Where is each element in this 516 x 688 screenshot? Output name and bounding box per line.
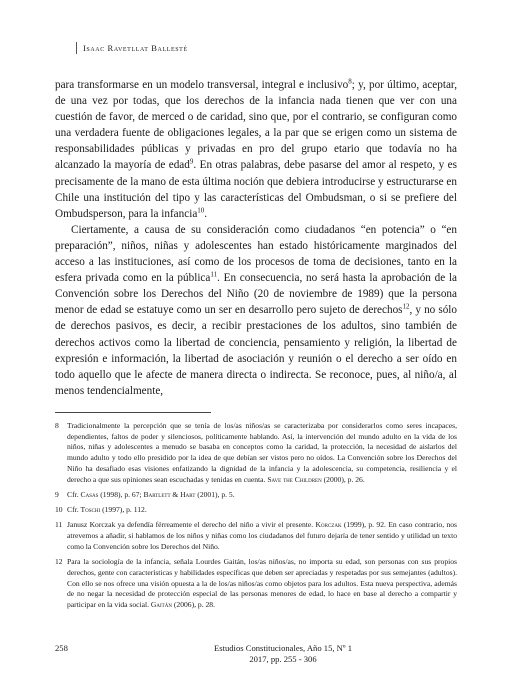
footnote-ref-9[interactable]: 9 — [189, 157, 194, 166]
footnote-text: Para la sociología de la infancia, señala Lourdes Gaitán, los/as niños/as, no importa su edad, son personas con sus propios derechos, gente con características y habilidades específicas que deben ser apreciadas y respetadas por sus semejantes (adultos). Con ello se nos ofrece una visión opuesta a la de los/as niños/as como objetos para los adultos. Esta nueva perspectiva, además de no negar la necesidad de protección especial de las personas menores de edad, lo hace en base al derecho a compartir y participar en la vida social. — [67, 557, 457, 609]
footnote-10 — [55, 505, 457, 516]
footnote-number: 12 — [55, 557, 63, 567]
running-header — [76, 42, 188, 54]
footnotes — [55, 421, 457, 615]
footnote-number: 9 — [55, 489, 59, 499]
citation-mid: (1998), p. 67; — [98, 489, 144, 499]
body-text — [55, 77, 457, 399]
citation-tail: (2001), p. 5. — [195, 489, 235, 499]
citation-tail: (1999), p. 92. En caso contrario, nos atrevemos a añadir, si hablamos de los niños y niñas como los ciudadanos del futuro dejaría de tener sentido y utilidad un texto como la Convención sobre los Derechos del Niño. — [67, 520, 457, 551]
running-header-author: Isaac Ravetllat Ballesté — [83, 43, 188, 53]
footnote-9 — [55, 490, 457, 501]
citation-tail: (2000), p. 26. — [321, 474, 365, 484]
paragraph-2-text-a: Ciertamente, a causa de su consideración como ciudadanos “en potencia” o “en preparación”, niños, niñas y adolescentes han estado históricamente marginados del acceso a las instituciones, así como de los procesos de toma de decisiones, tanto en la esfera privada como en la pública — [55, 223, 457, 285]
journal-line-1: Estudios Constitucionales, Año 15, Nº 1 — [213, 643, 353, 653]
page-number: 258 — [55, 643, 68, 653]
footnote-text: Cfr. — [67, 489, 81, 499]
footnote-text: Janusz Korczak ya defendía férreamente el derecho del niño a vivir el presente. — [67, 520, 316, 530]
footnote-divider — [55, 412, 211, 413]
journal-citation — [203, 643, 363, 665]
paragraph-1-text-b: ; y, por último, aceptar, de una vez por todas, que los derechos de la infancia nada tienen que ver con una cuestión de favor, de merced o de caridad, sino que, por el contrario, se configuran como una verdadera fuente de obligaciones legales, a la par que se erigen como un sistema de responsabilidades públicas y privadas en pro del grupo etario que todavía no ha alcanzado la mayoría de edad — [55, 79, 457, 172]
footnote-ref-8[interactable]: 8 — [348, 77, 352, 86]
page-footer — [55, 641, 457, 671]
footnote-8 — [55, 421, 457, 485]
paragraph-2 — [55, 222, 457, 399]
journal-line-2: 2017, pp. 255 - 306 — [249, 654, 317, 664]
footnote-11 — [55, 520, 457, 552]
citation-author: Korczak — [315, 520, 342, 530]
paragraph-1-text-a: para transformarse en un modelo transversal, integral e inclusivo — [55, 79, 349, 91]
paragraph-1-text-d: . — [204, 207, 208, 220]
footnote-ref-10[interactable]: 10 — [197, 206, 205, 215]
citation-author: Casas — [80, 489, 99, 499]
footnote-text: Cfr. — [67, 505, 81, 515]
paragraph-1-text-c: . En otras palabras, debe pasarse del amor al respeto, y es precisamente de la mano de esta última noción que debiera introducirse y estructurarse en Chile una institución del tipo y las características del Ombudsman, o si se prefiere del Ombudsperson, para la infancia — [55, 159, 458, 220]
citation-tail: (1997), p. 112. — [100, 505, 147, 515]
paragraph-2-text-c: , y no sólo de derechos pasivos, es decir, a recibir prestaciones de los adultos, sino también de derechos activos como la libertad de conciencia, pensamiento y religión, la libertad de expresión e información, la libertad de asociación y reunión o el derecho a ser oído en todo aquello que le afecte de manera directa o indirecta. Se reconoce, pues, al niño/a, al menos tendencialmente, — [55, 304, 458, 397]
footnote-number: 8 — [55, 421, 59, 430]
paragraph-1 — [55, 77, 457, 222]
footnote-ref-12[interactable]: 12 — [402, 302, 410, 311]
paragraph-2-text-b: . En consecuencia, no será hasta la aprobación de la Convención sobre los Derechos del Niño (20 de noviembre de 1989) que la persona menor de edad se estatuye como un ser en desarrollo pero sujeto de derechos — [55, 272, 457, 317]
citation-author: Save the Children — [267, 474, 322, 484]
citation-author: Gaitán — [150, 599, 172, 609]
footnote-number: 11 — [55, 520, 63, 530]
citation-author: Toschi — [80, 505, 101, 515]
footnote-text: Tradicionalmente la percepción que se tenía de los/as niños/as se caracterizaba por considerarlos como seres incapaces, dependientes, faltos de poder y silenciosos, políticamente hablando. Así, la intervención del mundo adulto en la vida de los niños, niñas y adolescentes a menudo se basaba en conceptos como la caridad, la protección, la necesidad de aislarlos del mundo adulto y todo ello presidido por la idea de que debían ser vistos pero no oídos. La Convención sobre los Derechos del Niño ha desafiado esas visiones enfatizando la dignidad de la infancia y la adolescencia, su competencia, resiliencia y el derecho a que sus opiniones sean escuchadas y tenidas en cuenta. — [67, 421, 457, 484]
footnote-12 — [55, 557, 457, 611]
citation-author: Bartlett & Hart — [143, 489, 196, 499]
citation-tail: (2006), p. 28. — [171, 599, 215, 609]
footnote-number: 10 — [55, 505, 63, 515]
footnote-ref-11[interactable]: 11 — [210, 270, 218, 279]
